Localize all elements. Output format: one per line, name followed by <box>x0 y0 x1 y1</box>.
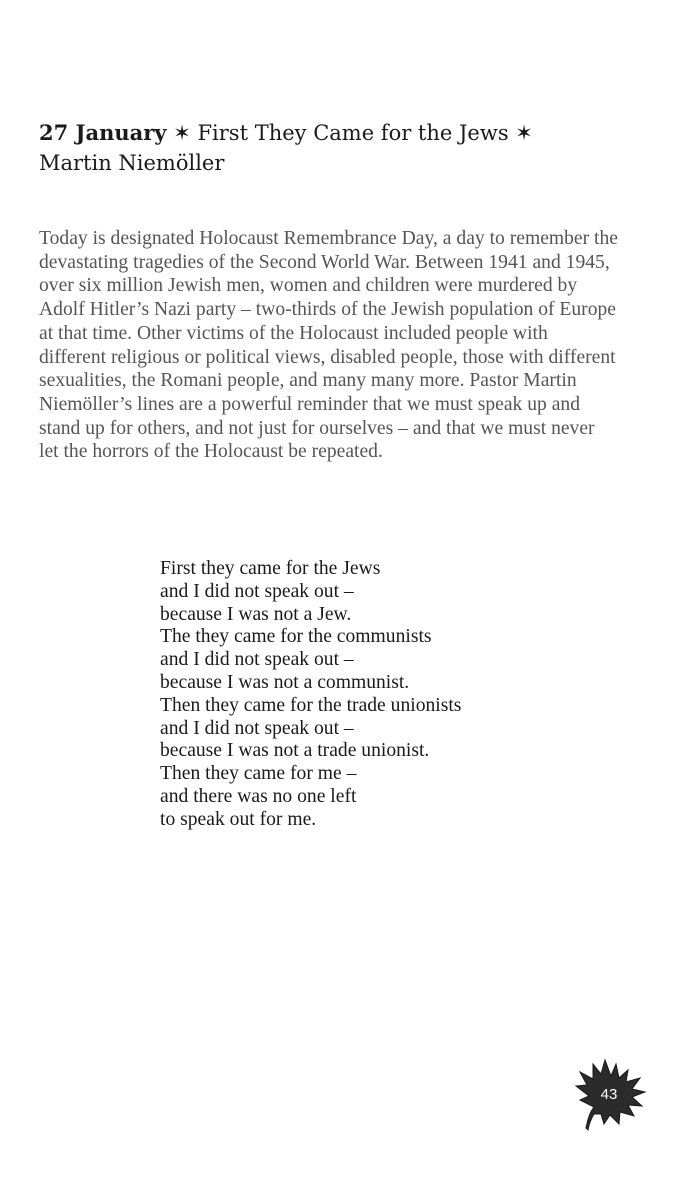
page-number-badge <box>570 1052 652 1134</box>
poem-line: and I did not speak out – <box>160 649 354 671</box>
page-number: 43 <box>600 1086 618 1103</box>
heading-author: Martin Niemöller <box>39 151 225 175</box>
poem-line: because I was not a Jew. <box>160 603 352 625</box>
heading-date: 27 January <box>39 120 167 145</box>
star-separator-icon: ✶ <box>515 121 533 145</box>
poem <box>160 558 461 832</box>
poem-line: First they came for the Jews <box>160 558 381 579</box>
page-heading <box>39 118 639 178</box>
poem-line: Then they came for the trade unionists <box>160 694 462 716</box>
poem-line: and I did not speak out – <box>160 580 354 602</box>
star-separator-icon: ✶ <box>173 121 191 145</box>
poem-line: and I did not speak out – <box>160 717 354 739</box>
poem-line: because I was not a trade unionist. <box>160 740 430 762</box>
poem-line: The they came for the communists <box>160 626 432 648</box>
poem-line: and there was no one left <box>160 785 357 807</box>
poem-line: Then they came for me – <box>160 763 357 785</box>
poem-line: to speak out for me. <box>160 808 317 830</box>
heading-title: First They Came for the Jews <box>197 121 509 145</box>
intro-paragraph: Today is designated Holocaust Remembrance Day, a day to remember the devastating tragedies of the Second World War. Between 1941 and 1945, over six million Jewish men, women and children were murdered by Adolf Hitler’s Nazi party – two-thirds of the Jewish population of Europe at that time. Other victims of the Holocaust included people with different religious or political views, disabled people, those with different sexualities, the Romani people, and many many more. Pastor Martin Niemöller’s lines are a powerful reminder that we must speak up and stand up for others, and not just for ourselves – and that we must never let the horrors of the Holocaust be repeated. <box>39 228 618 463</box>
poem-line: because I was not a communist. <box>160 671 410 693</box>
